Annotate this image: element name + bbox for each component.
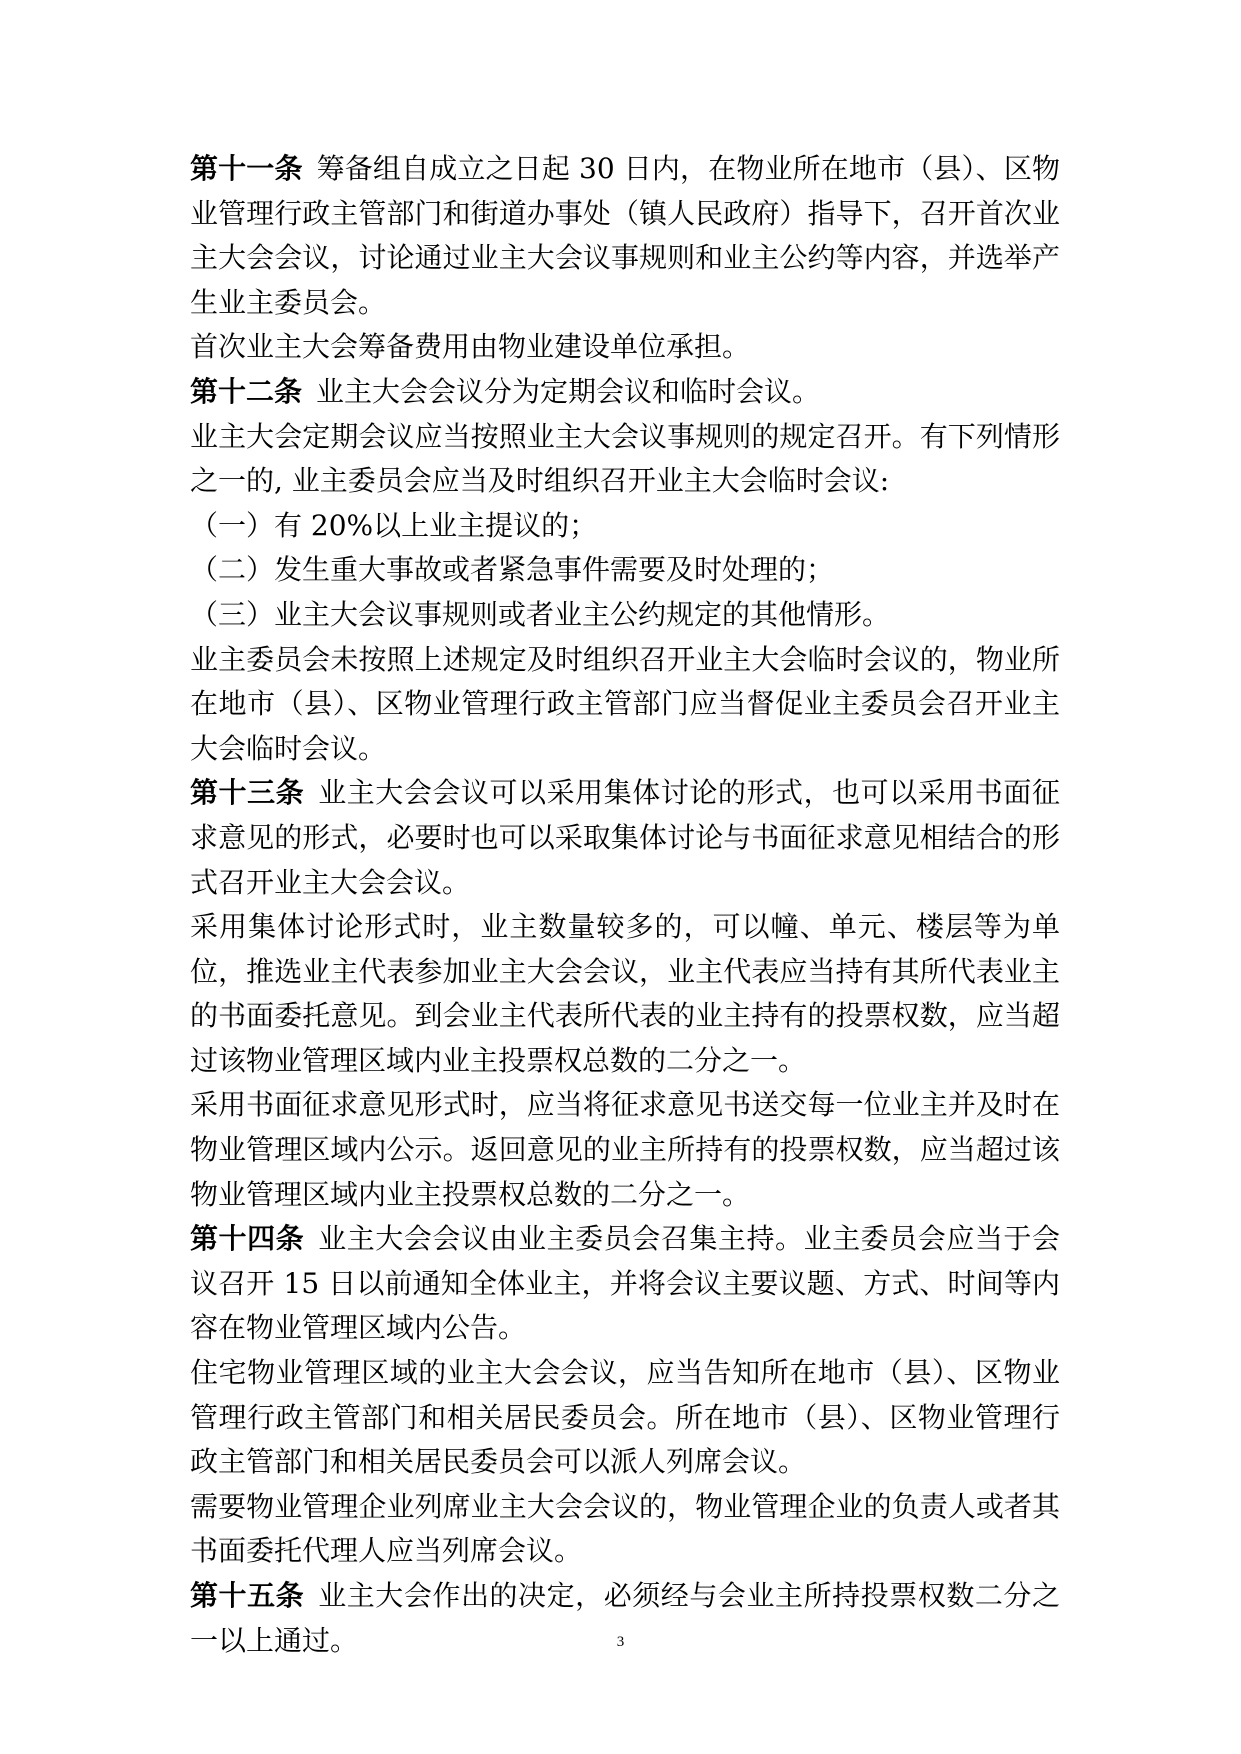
body-paragraph xyxy=(190,593,1060,638)
article-heading: 第十二条 xyxy=(190,374,303,408)
paragraph-text: 采用集体讨论形式时，业主数量较多的，可以幢、单元、楼层等为单位，推选业主代表参加业主大会会议，业主代表应当持有其所代表业主的书面委托意见。到会业主代表所代表的业主持有的投票权数，应当超过该物业管理区域内业主投票权总数的二分之一。 xyxy=(190,910,1060,1077)
paragraph-text: （三）业主大会议事规则或者业主公约规定的其他情形。 xyxy=(190,597,891,631)
paragraph-text: 业主大会作出的决定，必须经与会业主所持投票权数二分之一以上通过。 xyxy=(190,1579,1060,1657)
article-paragraph xyxy=(190,1217,1060,1351)
paragraph-text: 业主大会定期会议应当按照业主大会议事规则的规定召开。有下列情形之一的, 业主委员会应当及时组织召开业主大会临时会议: xyxy=(190,419,1060,498)
article-heading: 第十五条 xyxy=(190,1579,305,1612)
paragraph-text: 业主委员会未按照上述规定及时组织召开业主大会临时会议的，物业所在地市（县）、区物业管理行政主管部门应当督促业主委员会召开业主大会临时会议。 xyxy=(190,642,1060,765)
body-paragraph xyxy=(190,415,1060,504)
body-paragraph xyxy=(190,504,1060,549)
paragraph-text: 筹备组自成立之日起 30 日内，在物业所在地市（县）、区物业管理行政主管部门和街道办事处（镇人民政府）指导下，召开首次业主大会会议，讨论通过业主大会议事规则和业主公约等内容，并选举产生业主委员会。 xyxy=(190,152,1060,319)
article-heading: 第十三条 xyxy=(190,776,305,810)
body-paragraph xyxy=(190,638,1060,772)
body-paragraph xyxy=(190,1485,1060,1574)
paragraph-text: 业主大会会议由业主委员会召集主持。业主委员会应当于会议召开 15 日以前通知全体业主，并将会议主要议题、方式、时间等内容在物业管理区域内公告。 xyxy=(190,1222,1060,1345)
paragraph-text: 业主大会会议可以采用集体讨论的形式，也可以采用书面征求意见的形式，必要时也可以采取集体讨论与书面征求意见相结合的形式召开业主大会会议。 xyxy=(190,776,1060,899)
body-paragraph xyxy=(190,548,1060,593)
article-heading: 第十四条 xyxy=(190,1222,305,1256)
paragraph-text: （二）发生重大事故或者紧急事件需要及时处理的； xyxy=(190,553,835,587)
paragraph-text: 住宅物业管理区域的业主大会会议，应当告知所在地市（县）、区物业管理行政主管部门和相关居民委员会。所在地市（县）、区物业管理行政主管部门和相关居民委员会可以派人列席会议。 xyxy=(190,1356,1060,1479)
body-paragraph xyxy=(190,1351,1060,1485)
document-body xyxy=(190,147,1060,1663)
body-paragraph xyxy=(190,905,1060,1083)
article-paragraph xyxy=(190,147,1060,325)
paragraph-text: （一）有 20%以上业主提议的； xyxy=(190,508,598,542)
paragraph-text: 需要物业管理企业列席业主大会会议的，物业管理企业的负责人或者其书面委托代理人应当列席会议。 xyxy=(190,1489,1060,1568)
page-number: 3 xyxy=(616,1634,625,1650)
paragraph-text: 业主大会会议分为定期会议和临时会议。 xyxy=(316,374,821,408)
paragraph-text: 首次业主大会筹备费用由物业建设单位承担。 xyxy=(190,330,751,364)
body-paragraph xyxy=(190,325,1060,370)
paragraph-text: 采用书面征求意见形式时，应当将征求意见书送交每一位业主并及时在物业管理区域内公示。返回意见的业主所持有的投票权数，应当超过该物业管理区域内业主投票权总数的二分之一。 xyxy=(190,1088,1060,1211)
article-heading: 第十一条 xyxy=(190,152,303,185)
article-paragraph xyxy=(190,370,1060,415)
article-paragraph xyxy=(190,771,1060,905)
body-paragraph xyxy=(190,1083,1060,1217)
